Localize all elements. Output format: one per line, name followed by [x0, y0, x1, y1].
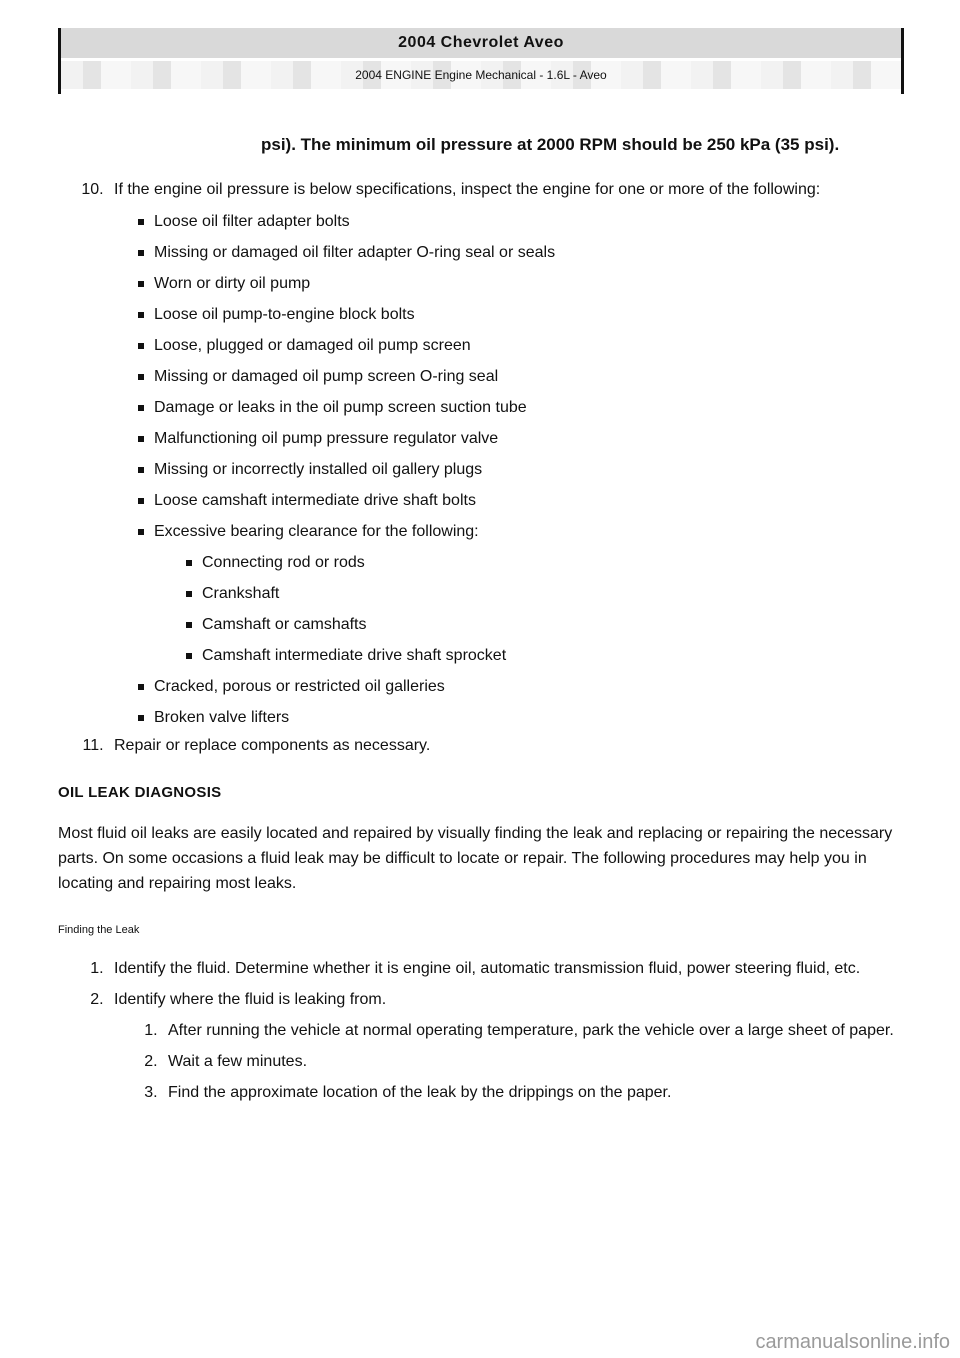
section-heading: OIL LEAK DIAGNOSIS [58, 784, 222, 801]
list-item: Loose oil pump-to-engine block bolts [136, 299, 898, 330]
sublist-item: Connecting rod or rods [184, 547, 898, 578]
list-item: Missing or damaged oil filter adapter O-ring seal or seals [136, 237, 898, 268]
list-item: Missing or incorrectly installed oil gallery plugs [136, 454, 898, 485]
list-item: Broken valve lifters [136, 702, 898, 733]
list-item: Malfunctioning oil pump pressure regulator valve [136, 423, 898, 454]
list-item-bearing [136, 516, 898, 671]
bearing-clearance-label: Excessive bearing clearance for the following: [154, 523, 479, 540]
page-header [58, 28, 904, 94]
watermark: carmanualsonline.info [755, 1331, 950, 1353]
inspection-list [114, 206, 898, 733]
leak-step-2-text: Identify where the fluid is leaking from. [114, 991, 387, 1008]
leak-step-2 [108, 987, 898, 1105]
bearing-sublist [154, 547, 898, 671]
step-10 [108, 177, 898, 733]
leak-substep: 3. Find the approximate location of the leak by the drippings on the paper. [162, 1080, 898, 1105]
list-item: Damage or leaks in the oil pump screen suction tube [136, 392, 898, 423]
document-subtitle: 2004 ENGINE Engine Mechanical - 1.6L - Aveo [61, 61, 901, 89]
leak-substep: 1. After running the vehicle at normal operating temperature, park the vehicle over a large sheet of paper. [162, 1018, 898, 1043]
step-10-text: If the engine oil pressure is below specifications, inspect the engine for one or more of the following: [114, 181, 821, 198]
leak-substep: 2. Wait a few minutes. [162, 1049, 898, 1074]
document-body [58, 130, 898, 1111]
section-paragraph: Most fluid oil leaks are easily located and repaired by visually finding the leak and replacing or repairing the necessary parts. On some occasions a fluid leak may be difficult to locate or repair. The following procedures may help you in locating and repairing most leaks. [58, 825, 893, 892]
list-item: Missing or damaged oil pump screen O-ring seal [136, 361, 898, 392]
document-title: 2004 Chevrolet Aveo [61, 28, 901, 58]
oil-pressure-note: psi). The minimum oil pressure at 2000 RPM should be 250 kPa (35 psi). [261, 135, 840, 154]
list-item: Loose, plugged or damaged oil pump screen [136, 330, 898, 361]
list-item: Loose camshaft intermediate drive shaft bolts [136, 485, 898, 516]
list-item: Loose oil filter adapter bolts [136, 206, 898, 237]
diagnosis-steps [58, 177, 898, 758]
list-item: Worn or dirty oil pump [136, 268, 898, 299]
sublist-item: Camshaft or camshafts [184, 609, 898, 640]
sublist-item: Camshaft intermediate drive shaft sprocket [184, 640, 898, 671]
list-item: Cracked, porous or restricted oil galleries [136, 671, 898, 702]
step-11: 11. Repair or replace components as necessary. [108, 733, 898, 758]
leak-substeps [114, 1018, 898, 1105]
sublist-item: Crankshaft [184, 578, 898, 609]
leak-step-1: 1. Identify the fluid. Determine whether it is engine oil, automatic transmission fluid, power steering fluid, etc. [108, 956, 898, 981]
sub-heading: Finding the Leak [58, 924, 140, 936]
leak-steps [58, 956, 898, 1105]
